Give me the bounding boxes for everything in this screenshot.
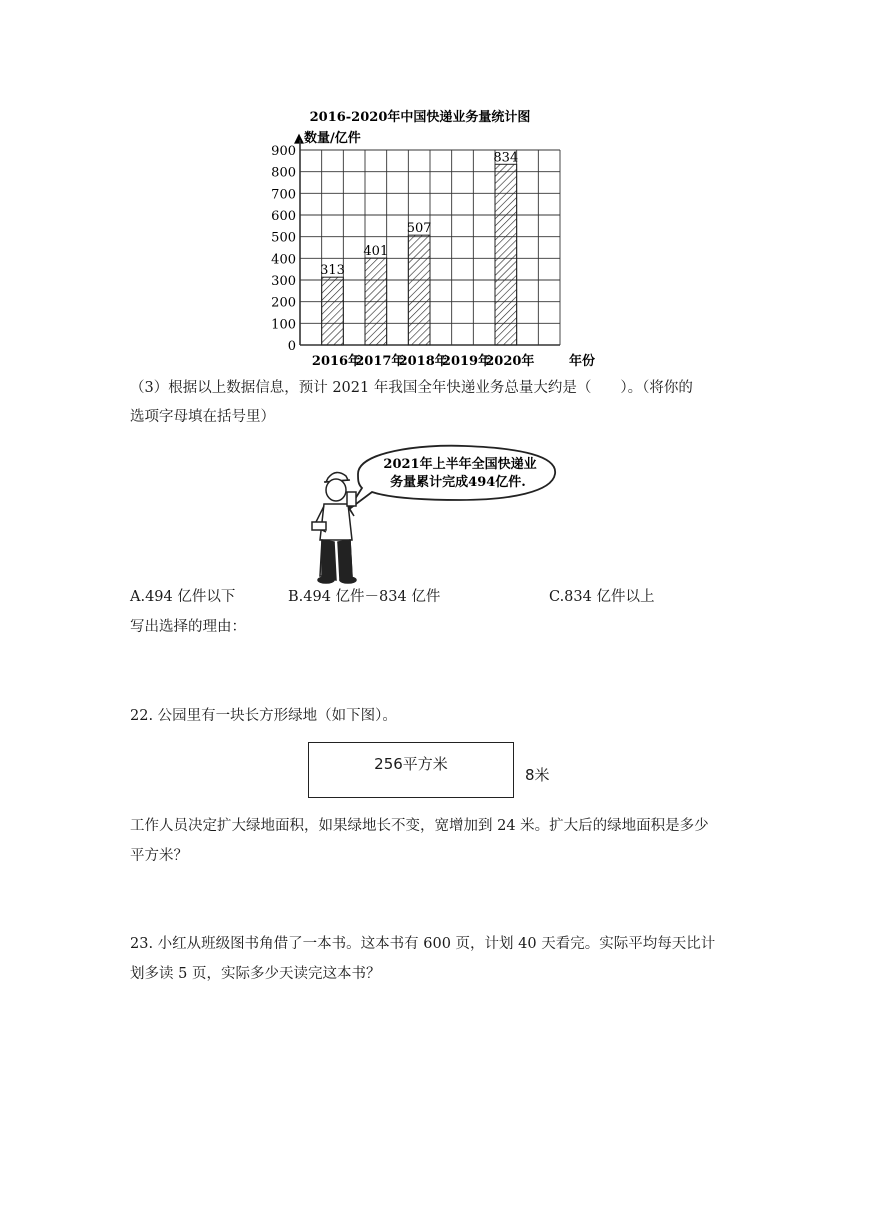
x-tick-label: 2019年	[441, 354, 492, 369]
x-tick-label: 2018年	[398, 354, 448, 369]
bar-2020年	[495, 164, 517, 345]
reason-prompt: 写出选择的理由：	[130, 619, 246, 635]
data-label: 834	[493, 150, 519, 166]
question-22-title: 22. 公园里有一块长方形绿地（如下图）。	[130, 708, 397, 724]
y-tick-label: 800	[271, 165, 296, 181]
bar-2018年	[408, 235, 430, 345]
x-tick-label: 2016年	[311, 354, 362, 369]
bar-2016年	[322, 277, 344, 345]
speech-bubble	[348, 446, 555, 510]
data-label: 507	[406, 221, 432, 237]
y-tick-label: 200	[271, 295, 296, 311]
y-tick-label: 700	[271, 187, 296, 203]
bar-2017年	[365, 258, 387, 345]
chart-bars	[322, 164, 517, 345]
data-label: 401	[363, 244, 389, 260]
bubble-line-2: 务量累计完成494亿件.	[390, 475, 526, 490]
rectangle-width-label: 8米	[525, 766, 550, 784]
option-c: C.834 亿件以上	[549, 589, 655, 605]
chart-title: 2016-2020年中国快递业务量统计图	[309, 110, 531, 125]
person-figure	[312, 472, 356, 583]
y-tick-labels	[271, 144, 296, 354]
y-tick-label: 0	[287, 339, 296, 354]
question-23-line-2: 划多读 5 页，实际多少天读完这本书？	[130, 966, 381, 982]
y-tick-label: 300	[271, 274, 296, 289]
data-label: 313	[320, 263, 345, 279]
express-volume-bar-chart	[260, 100, 620, 375]
bubble-line-1: 2021年上半年全国快递业	[383, 457, 537, 472]
option-a: A.494 亿件以下	[130, 589, 236, 605]
rectangle-area-label: 256平方米	[374, 755, 448, 773]
y-tick-label: 600	[271, 209, 296, 224]
question-3-line-1: （3）根据以上数据信息，预计 2021 年我国全年快递业务总量大约是（ ）。（将你的	[130, 380, 693, 396]
question-23-line-1: 23. 小红从班级图书角借了一本书。这本书有 600 页，计划 40 天看完。实际平均每天比计	[130, 936, 716, 952]
y-tick-label: 900	[271, 144, 296, 159]
y-tick-label: 400	[271, 252, 296, 268]
courier-speech-illustration	[300, 440, 570, 585]
x-tick-labels	[312, 353, 535, 369]
y-axis-label: ▲数量/亿件	[294, 131, 361, 146]
x-tick-label: 2020年	[485, 354, 535, 369]
question-3-line-2: 选项字母填在括号里）	[130, 409, 275, 425]
green-space-rectangle	[308, 742, 514, 798]
question-22-line-1: 工作人员决定扩大绿地面积，如果绿地长不变，宽增加到 24 米。扩大后的绿地面积是多少	[130, 818, 709, 834]
question-22-line-2: 平方米？	[130, 848, 188, 864]
y-tick-label: 500	[271, 230, 296, 246]
option-b: B.494 亿件－834 亿件	[288, 589, 441, 605]
y-tick-label: 100	[271, 317, 296, 333]
x-axis-label: 年份	[568, 354, 596, 369]
x-tick-label: 2017年	[355, 354, 405, 369]
